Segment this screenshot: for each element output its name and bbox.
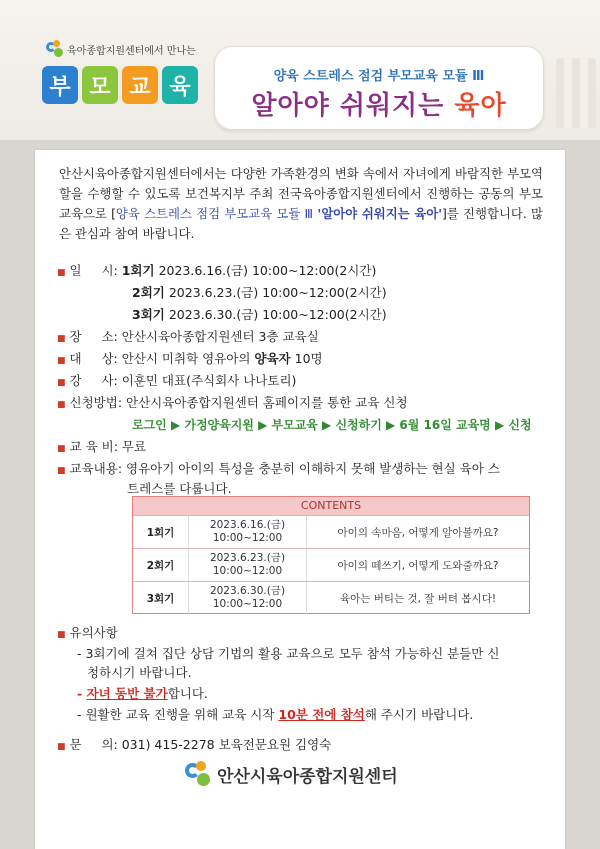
apply-value: 안산시육아종합지원센터 홈페이지를 통한 교육 신청: [122, 395, 408, 410]
schedule-label: 일 시:: [69, 263, 118, 278]
note-3-end: 해 주시기 바랍니다.: [364, 707, 474, 722]
table-date: 2023.6.23.(금): [209, 552, 286, 564]
table-time: 10:00~12:00: [212, 565, 283, 577]
round-time: 2023.6.30.(금) 10:00~12:00(2시간): [164, 307, 387, 322]
target-label: 대 상:: [69, 351, 118, 366]
banner-subtitle: 양육 스트레스 점검 부모교육 모듈 Ⅲ: [273, 69, 485, 84]
apply-row: [57, 394, 408, 414]
round-label: 2회기: [132, 285, 165, 300]
note-3-start: - 원활한 교육 진행을 위해 교육 시작: [77, 707, 279, 722]
table-date: 2023.6.30.(금): [209, 585, 286, 597]
title-char: 교: [122, 66, 158, 104]
table-round: 1회기: [133, 516, 189, 548]
title-char: 육: [162, 66, 198, 104]
desc-label: 교육내용:: [69, 461, 123, 476]
logo-caption: 육아종합지원센터에서 만나는: [67, 45, 196, 57]
table-topic: 육아는 버티는 것, 잘 버텨 봅시다!: [339, 592, 497, 605]
bullet-icon: ■: [57, 742, 66, 752]
footer-logo: [185, 761, 398, 787]
bullet-icon: ■: [57, 630, 66, 640]
round-time: 2023.6.23.(금) 10:00~12:00(2시간): [164, 285, 387, 300]
fee-label: 교 육 비:: [69, 439, 118, 454]
apply-label: 신청방법:: [69, 395, 123, 410]
intro-text: 안산시육아종합지원센터에서는 다양한 가족환경의 변화 속에서 자녀에게 바람직한 부모역할을 수행할 수 있도록 보건복지부 주최 전국육아종합지원센터에서 진행하는 공동의 부모교육으로 [: [59, 166, 543, 221]
contact-label: 문 의:: [69, 737, 118, 752]
target-row: [57, 350, 323, 370]
apply-path: 로그인 ▶ 가정양육지원 ▶ 부모교육 ▶ 신청하기 ▶ 6월 16일 교육명 ▶ 신청: [132, 418, 532, 432]
note-3: [77, 706, 473, 724]
lecturer-value: 이훈민 대표(주식회사 나나토리): [117, 373, 297, 388]
table-topic: 아이의 떼쓰기, 어떻게 도와줄까요?: [337, 559, 499, 572]
title-char: 부: [42, 66, 78, 104]
contact-row: [57, 736, 331, 756]
bullet-icon: ■: [57, 268, 66, 278]
round-label: 3회기: [132, 307, 165, 322]
table-row: [133, 515, 529, 548]
fee-row: [57, 438, 146, 458]
target-value: 안산시 미취학 영유아의: [117, 351, 255, 366]
table-datetime: [189, 516, 307, 548]
bullet-icon: ■: [57, 356, 66, 366]
program-title: [42, 66, 198, 104]
center-logo-icon: [46, 40, 64, 58]
place-value: 안산시육아종합지원센터 3층 교육실: [117, 329, 319, 344]
intro-program: 양육 스트레스 점검 부모교육 모듈 Ⅲ: [115, 206, 318, 221]
note-2-dash: -: [77, 686, 87, 701]
desc-row: [57, 460, 500, 480]
banner-title-a: 알아야 쉬워지는: [251, 91, 455, 121]
table-topic: 아이의 속마음, 어떻게 알아볼까요?: [337, 526, 499, 539]
note-1a: - 3회기에 걸쳐 집단 상담 기법의 활용 교육으로 모두 참석 가능하신 분들만 신: [77, 646, 500, 661]
decorative-pencil-icon: [556, 58, 596, 128]
table-date: 2023.6.16.(금): [209, 519, 286, 531]
banner-title-b: 육아: [454, 91, 507, 121]
round-time: 2023.6.16.(금) 10:00~12:00(2시간): [154, 263, 377, 278]
center-logo-icon: [185, 761, 211, 787]
table-datetime: [189, 582, 307, 614]
schedule-row-1: [57, 262, 376, 282]
lecturer-row: [57, 372, 296, 392]
bullet-icon: ■: [57, 466, 66, 476]
table-time: 10:00~12:00: [212, 598, 283, 610]
target-highlight: 양육자: [254, 351, 291, 366]
intro-end: ]를 진행합니다. 많은 관심과 참여 바랍니다.: [59, 206, 544, 241]
note-2-highlight: 자녀 동반 불가: [86, 686, 168, 701]
contents-table: [132, 496, 530, 614]
target-count: 10명: [290, 351, 323, 366]
schedule-row-2: [132, 284, 387, 302]
desc-line1: 영유아기 아이의 특성을 충분히 이해하지 못해 발생하는 현실 육아 스: [122, 461, 500, 476]
table-row: [133, 581, 529, 614]
notes-row: [57, 624, 118, 644]
notes-label: 유의사항: [69, 625, 118, 640]
banner-title: [215, 85, 543, 122]
place-label: 장 소:: [69, 329, 118, 344]
table-row: [133, 548, 529, 581]
header: [0, 0, 600, 140]
table-round: 2회기: [133, 549, 189, 581]
round-label: 1회기: [121, 263, 155, 278]
intro-paragraph: [59, 164, 543, 244]
desc-line2: 트레스를 다룹니다.: [127, 481, 232, 496]
fee-value: 무료: [117, 439, 147, 454]
table-time: 10:00~12:00: [212, 532, 283, 544]
contact-value: 031) 415-2278 보육전문요원 김영숙: [117, 737, 332, 752]
footer-org-name: 안산시육아종합지원센터: [217, 766, 398, 787]
note-1b: 청하시기 바랍니다.: [87, 665, 192, 680]
title-banner: [214, 46, 544, 130]
notice-card: [35, 150, 565, 849]
note-2-end: 합니다.: [167, 686, 208, 701]
title-char: 모: [82, 66, 118, 104]
bullet-icon: ■: [57, 378, 66, 388]
bullet-icon: ■: [57, 400, 66, 410]
place-row: [57, 328, 319, 348]
note-2: [77, 685, 208, 703]
table-datetime: [189, 549, 307, 581]
bullet-icon: ■: [57, 444, 66, 454]
logo-line: [46, 40, 196, 58]
bullet-icon: ■: [57, 334, 66, 344]
schedule-row-3: [132, 306, 387, 324]
lecturer-label: 강 사:: [69, 373, 118, 388]
intro-title: '알아야 쉬워지는 육아': [317, 206, 443, 221]
contents-header: CONTENTS: [133, 497, 529, 515]
note-3-highlight: 10분 전에 참석: [278, 707, 365, 722]
table-round: 3회기: [133, 582, 189, 614]
